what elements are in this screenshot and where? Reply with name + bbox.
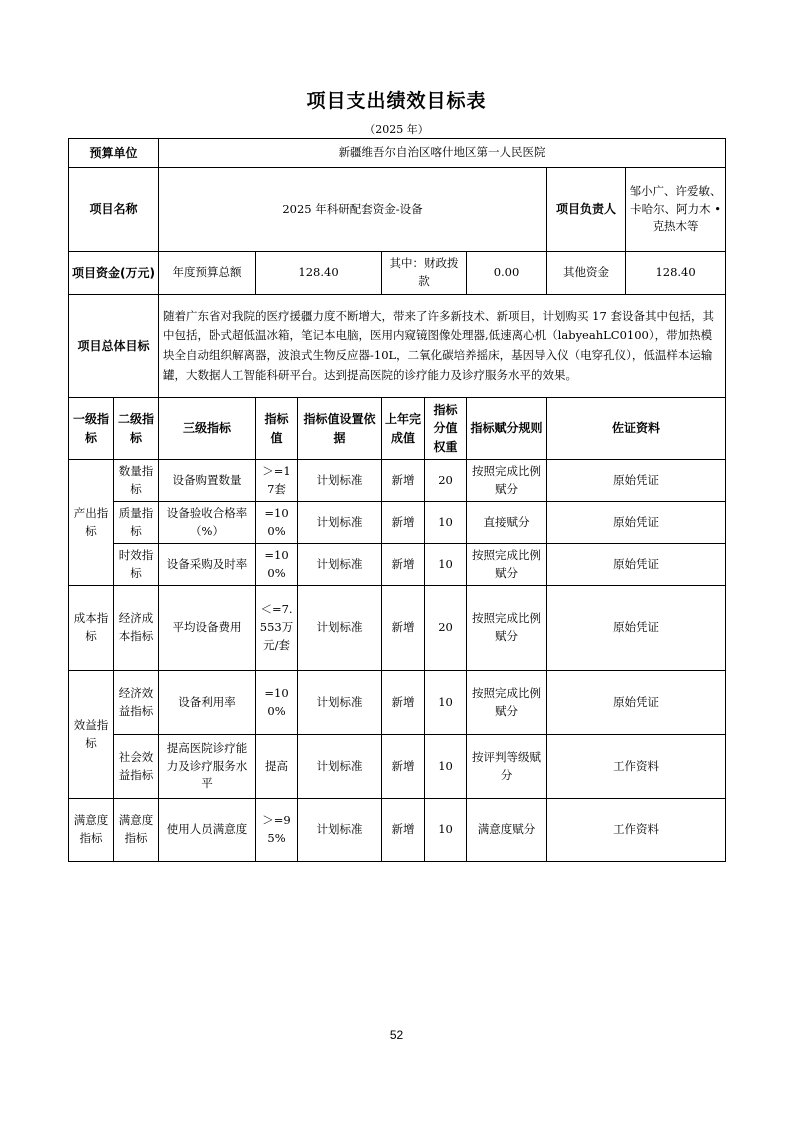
table-row [69, 671, 726, 735]
project-name-value: 2025 年科研配套资金-设备 [159, 168, 547, 252]
cell-value: ＜=7.553万元/套 [256, 586, 298, 671]
cell-evidence: 原始凭证 [547, 586, 726, 671]
cell-rule: 直接赋分 [467, 502, 547, 544]
overall-goal-text: 随着广东省对我院的医疗援疆力度不断增大，带来了许多新技术、新项目，计划购买 17 套设备其中包括，其中包括，卧式超低温冰箱，笔记本电脑，医用内窥镜图像处理器,低速离心机（labyeahLC0100），带加热模块全自动组织解离器，波浪式生物反应器-10L，二氧化碳培养摇床，基因导入仪（电穿孔仪），低温样本运输罐，大数据人工智能科研平台。达到提高医院的诊疗能力及诊疗服务水平的效果。 [159, 295, 726, 398]
cell-last-year: 新增 [382, 544, 425, 586]
cell-value: ＞=95% [256, 799, 298, 862]
cell-level2: 经济成本指标 [114, 586, 159, 671]
header-last-year: 上年完成值 [382, 398, 425, 460]
overall-goal-label: 项目总体目标 [69, 295, 159, 398]
group-satisfaction: 满意度指标 [69, 799, 114, 862]
budget-unit-label: 预算单位 [69, 139, 159, 168]
funds-row [69, 252, 726, 295]
cell-rule: 按照完成比例赋分 [467, 544, 547, 586]
budget-unit-row [69, 139, 726, 168]
cell-evidence: 工作资料 [547, 735, 726, 799]
header-weight: 指标分值权重 [425, 398, 467, 460]
cell-level2: 质量指标 [114, 502, 159, 544]
cell-last-year: 新增 [382, 671, 425, 735]
cell-level2: 经济效益指标 [114, 671, 159, 735]
project-name-label: 项目名称 [69, 168, 159, 252]
cell-rule: 按照完成比例赋分 [467, 671, 547, 735]
table-row [69, 502, 726, 544]
other-funds-label: 其他资金 [547, 252, 626, 295]
cell-last-year: 新增 [382, 502, 425, 544]
funds-label: 项目资金(万元) [69, 252, 159, 295]
project-name-row [69, 168, 726, 252]
cell-level2: 时效指标 [114, 544, 159, 586]
cell-level2: 数量指标 [114, 460, 159, 502]
cell-basis: 计划标准 [298, 502, 382, 544]
cell-weight: 20 [425, 460, 467, 502]
cell-weight: 10 [425, 502, 467, 544]
table-row [69, 586, 726, 671]
header-row [69, 398, 726, 460]
cell-evidence: 原始凭证 [547, 544, 726, 586]
cell-basis: 计划标准 [298, 544, 382, 586]
cell-weight: 10 [425, 544, 467, 586]
annual-budget-value: 128.40 [256, 252, 382, 295]
page-number: 52 [389, 1028, 404, 1042]
cell-level3: 平均设备费用 [159, 586, 256, 671]
project-leader-value: 邹小广、许爱敏、卡哈尔、阿力木 • 克热木等 [626, 168, 726, 252]
cell-last-year: 新增 [382, 460, 425, 502]
cell-evidence: 原始凭证 [547, 502, 726, 544]
overall-goal-row [69, 295, 726, 398]
cell-basis: 计划标准 [298, 586, 382, 671]
cell-value: ＞=17套 [256, 460, 298, 502]
page-title: 项目支出绩效目标表 [306, 90, 487, 112]
header-basis: 指标值设置依据 [298, 398, 382, 460]
cell-evidence: 工作资料 [547, 799, 726, 862]
cell-level3: 提高医院诊疗能力及诊疗服务水平 [159, 735, 256, 799]
cell-weight: 10 [425, 671, 467, 735]
cell-rule: 按评判等级赋分 [467, 735, 547, 799]
cell-rule: 按照完成比例赋分 [467, 586, 547, 671]
annual-budget-label: 年度预算总额 [159, 252, 256, 295]
table-row [69, 544, 726, 586]
header-level3: 三级指标 [159, 398, 256, 460]
project-leader-label: 项目负责人 [547, 168, 626, 252]
header-level2: 二级指标 [114, 398, 159, 460]
fiscal-label: 其中：财政拨款 [382, 252, 467, 295]
cell-basis: 计划标准 [298, 671, 382, 735]
performance-table [68, 138, 726, 862]
group-benefit: 效益指标 [69, 671, 114, 799]
cell-level2: 社会效益指标 [114, 735, 159, 799]
cell-rule: 满意度赋分 [467, 799, 547, 862]
cell-weight: 10 [425, 799, 467, 862]
cell-evidence: 原始凭证 [547, 671, 726, 735]
cell-rule: 按照完成比例赋分 [467, 460, 547, 502]
budget-unit-value: 新疆维吾尔自治区喀什地区第一人民医院 [159, 139, 726, 168]
header-level1: 一级指标 [69, 398, 114, 460]
group-cost: 成本指标 [69, 586, 114, 671]
header-value: 指标值 [256, 398, 298, 460]
header-evidence: 佐证资料 [547, 398, 726, 460]
cell-value: =100% [256, 544, 298, 586]
cell-level3: 设备验收合格率（%） [159, 502, 256, 544]
cell-evidence: 原始凭证 [547, 460, 726, 502]
header-rule: 指标赋分规则 [467, 398, 547, 460]
cell-value: 提高 [256, 735, 298, 799]
cell-value: =100% [256, 671, 298, 735]
table-row [69, 735, 726, 799]
cell-level3: 使用人员满意度 [159, 799, 256, 862]
table-row [69, 799, 726, 862]
cell-level3: 设备采购及时率 [159, 544, 256, 586]
cell-level3: 设备利用率 [159, 671, 256, 735]
cell-level2: 满意度指标 [114, 799, 159, 862]
other-funds-value: 128.40 [626, 252, 726, 295]
cell-basis: 计划标准 [298, 460, 382, 502]
cell-basis: 计划标准 [298, 799, 382, 862]
group-output: 产出指标 [69, 460, 114, 586]
fiscal-value: 0.00 [467, 252, 547, 295]
cell-last-year: 新增 [382, 586, 425, 671]
year-label: （2025 年） [364, 123, 429, 136]
cell-last-year: 新增 [382, 799, 425, 862]
cell-level3: 设备购置数量 [159, 460, 256, 502]
cell-basis: 计划标准 [298, 735, 382, 799]
cell-last-year: 新增 [382, 735, 425, 799]
table-row [69, 460, 726, 502]
cell-weight: 20 [425, 586, 467, 671]
cell-weight: 10 [425, 735, 467, 799]
cell-value: =100% [256, 502, 298, 544]
